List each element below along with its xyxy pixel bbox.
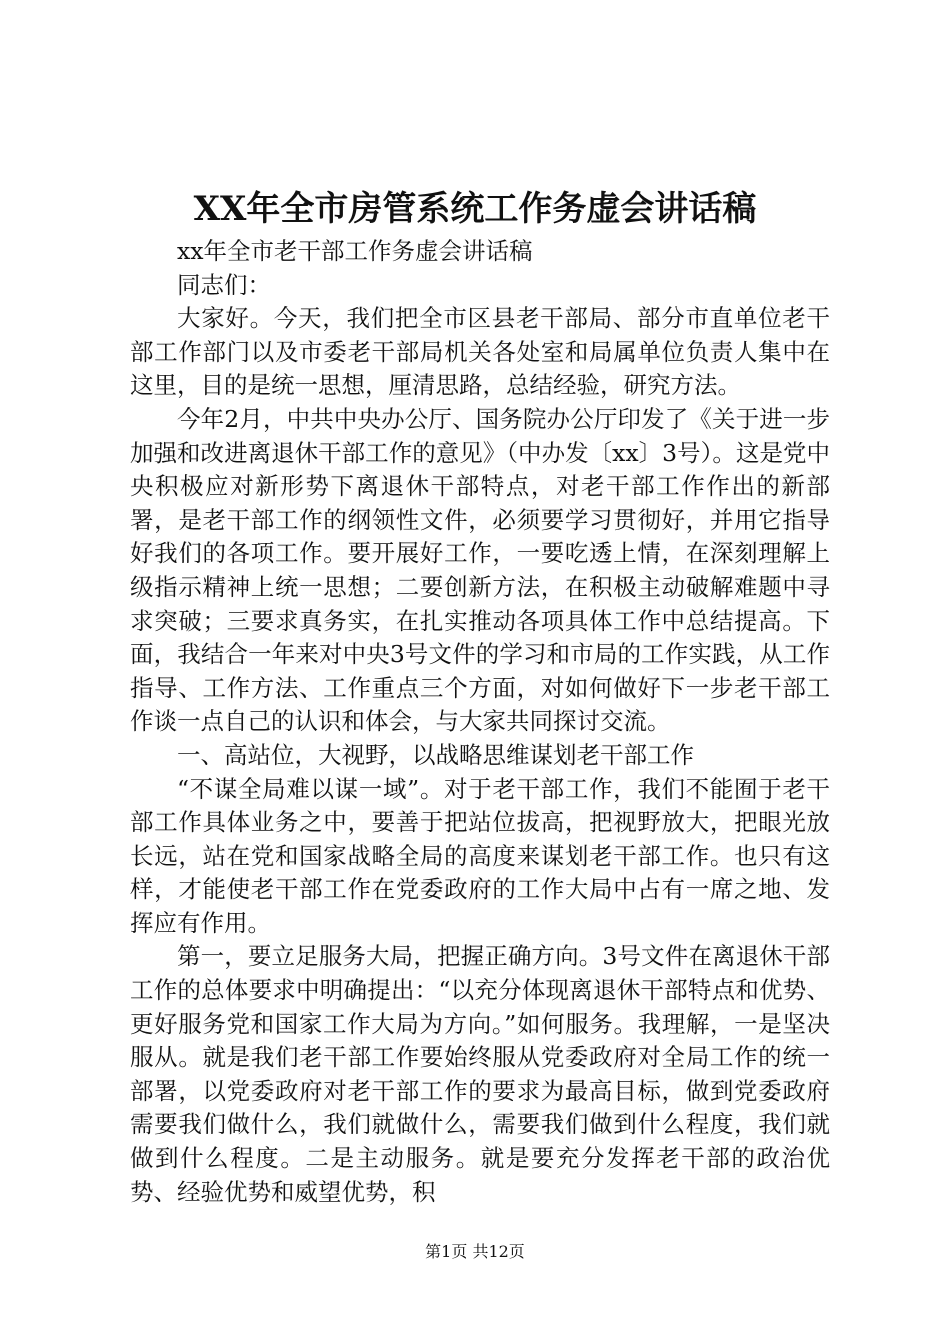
paragraph: 第一，要立足服务大局，把握正确方向。3号文件在离退休干部工作的总体要求中明确提出：“以充分体现离退休干部特点和优势、更好服务党和国家工作大局为方向。”如何服务。我理解，一是坚决服从。就是我们老干部工作要始终服从党委政府对全局工作的统一部署，以党委政府对老干部工作的要求为最高目标，做到党委政府需要我们做什么，我们就做什么，需要我们做到什么程度，我们就做到什么程度。二是主动服务。就是要充分发挥老干部的政治优势、经验优势和威望优势，积 xyxy=(130,942,830,1206)
paragraph: 同志们： xyxy=(177,270,271,299)
section-heading: 一、高站位，大视野，以战略思维谋划老干部工作 xyxy=(177,740,694,769)
document-title: XX年全市房管系统工作务虚会讲话稿 xyxy=(193,189,757,229)
document-body xyxy=(130,235,830,1209)
paragraph: 大家好。今天，我们把全市区县老干部局、部分市直单位老干部工作部门以及市委老干部局机关各处室和局属单位负责人集中在这里，目的是统一思想，厘清思路，总结经验，研究方法。 xyxy=(130,304,830,400)
paragraph: “不谋全局难以谋一域”。对于老干部工作，我们不能囿于老干部工作具体业务之中，要善于把站位拔高，把视野放大，把眼光放长远，站在党和国家战略全局的高度来谋划老干部工作。也只有这样，才能使老干部工作在党委政府的工作大局中占有一席之地、发挥应有作用。 xyxy=(130,774,830,937)
paragraph: xx年全市老干部工作务虚会讲话稿 xyxy=(177,237,533,265)
paragraph: 今年2月，中共中央办公厅、国务院办公厅印发了《关于进一步加强和改进离退休干部工作的意见》（中办发〔xx〕3号）。这是党中央积极应对新形势下离退休干部特点，对老干部工作作出的新部署，是老干部工作的纲领性文件，必须要学习贯彻好，并用它指导好我们的各项工作。要开展好工作，一要吃透上情，在深刻理解上级指示精神上统一思想；二要创新方法，在积极主动破解难题中寻求突破；三要求真务实，在扎实推动各项具体工作中总结提高。下面，我结合一年来对中央3号文件的学习和市局的工作实践，从工作指导、工作方法、工作重点三个方面，对如何做好下一步老干部工作谈一点自己的认识和体会，与大家共同探讨交流。 xyxy=(130,404,830,736)
page-number-footer: 第1页 共12页 xyxy=(425,1242,525,1261)
